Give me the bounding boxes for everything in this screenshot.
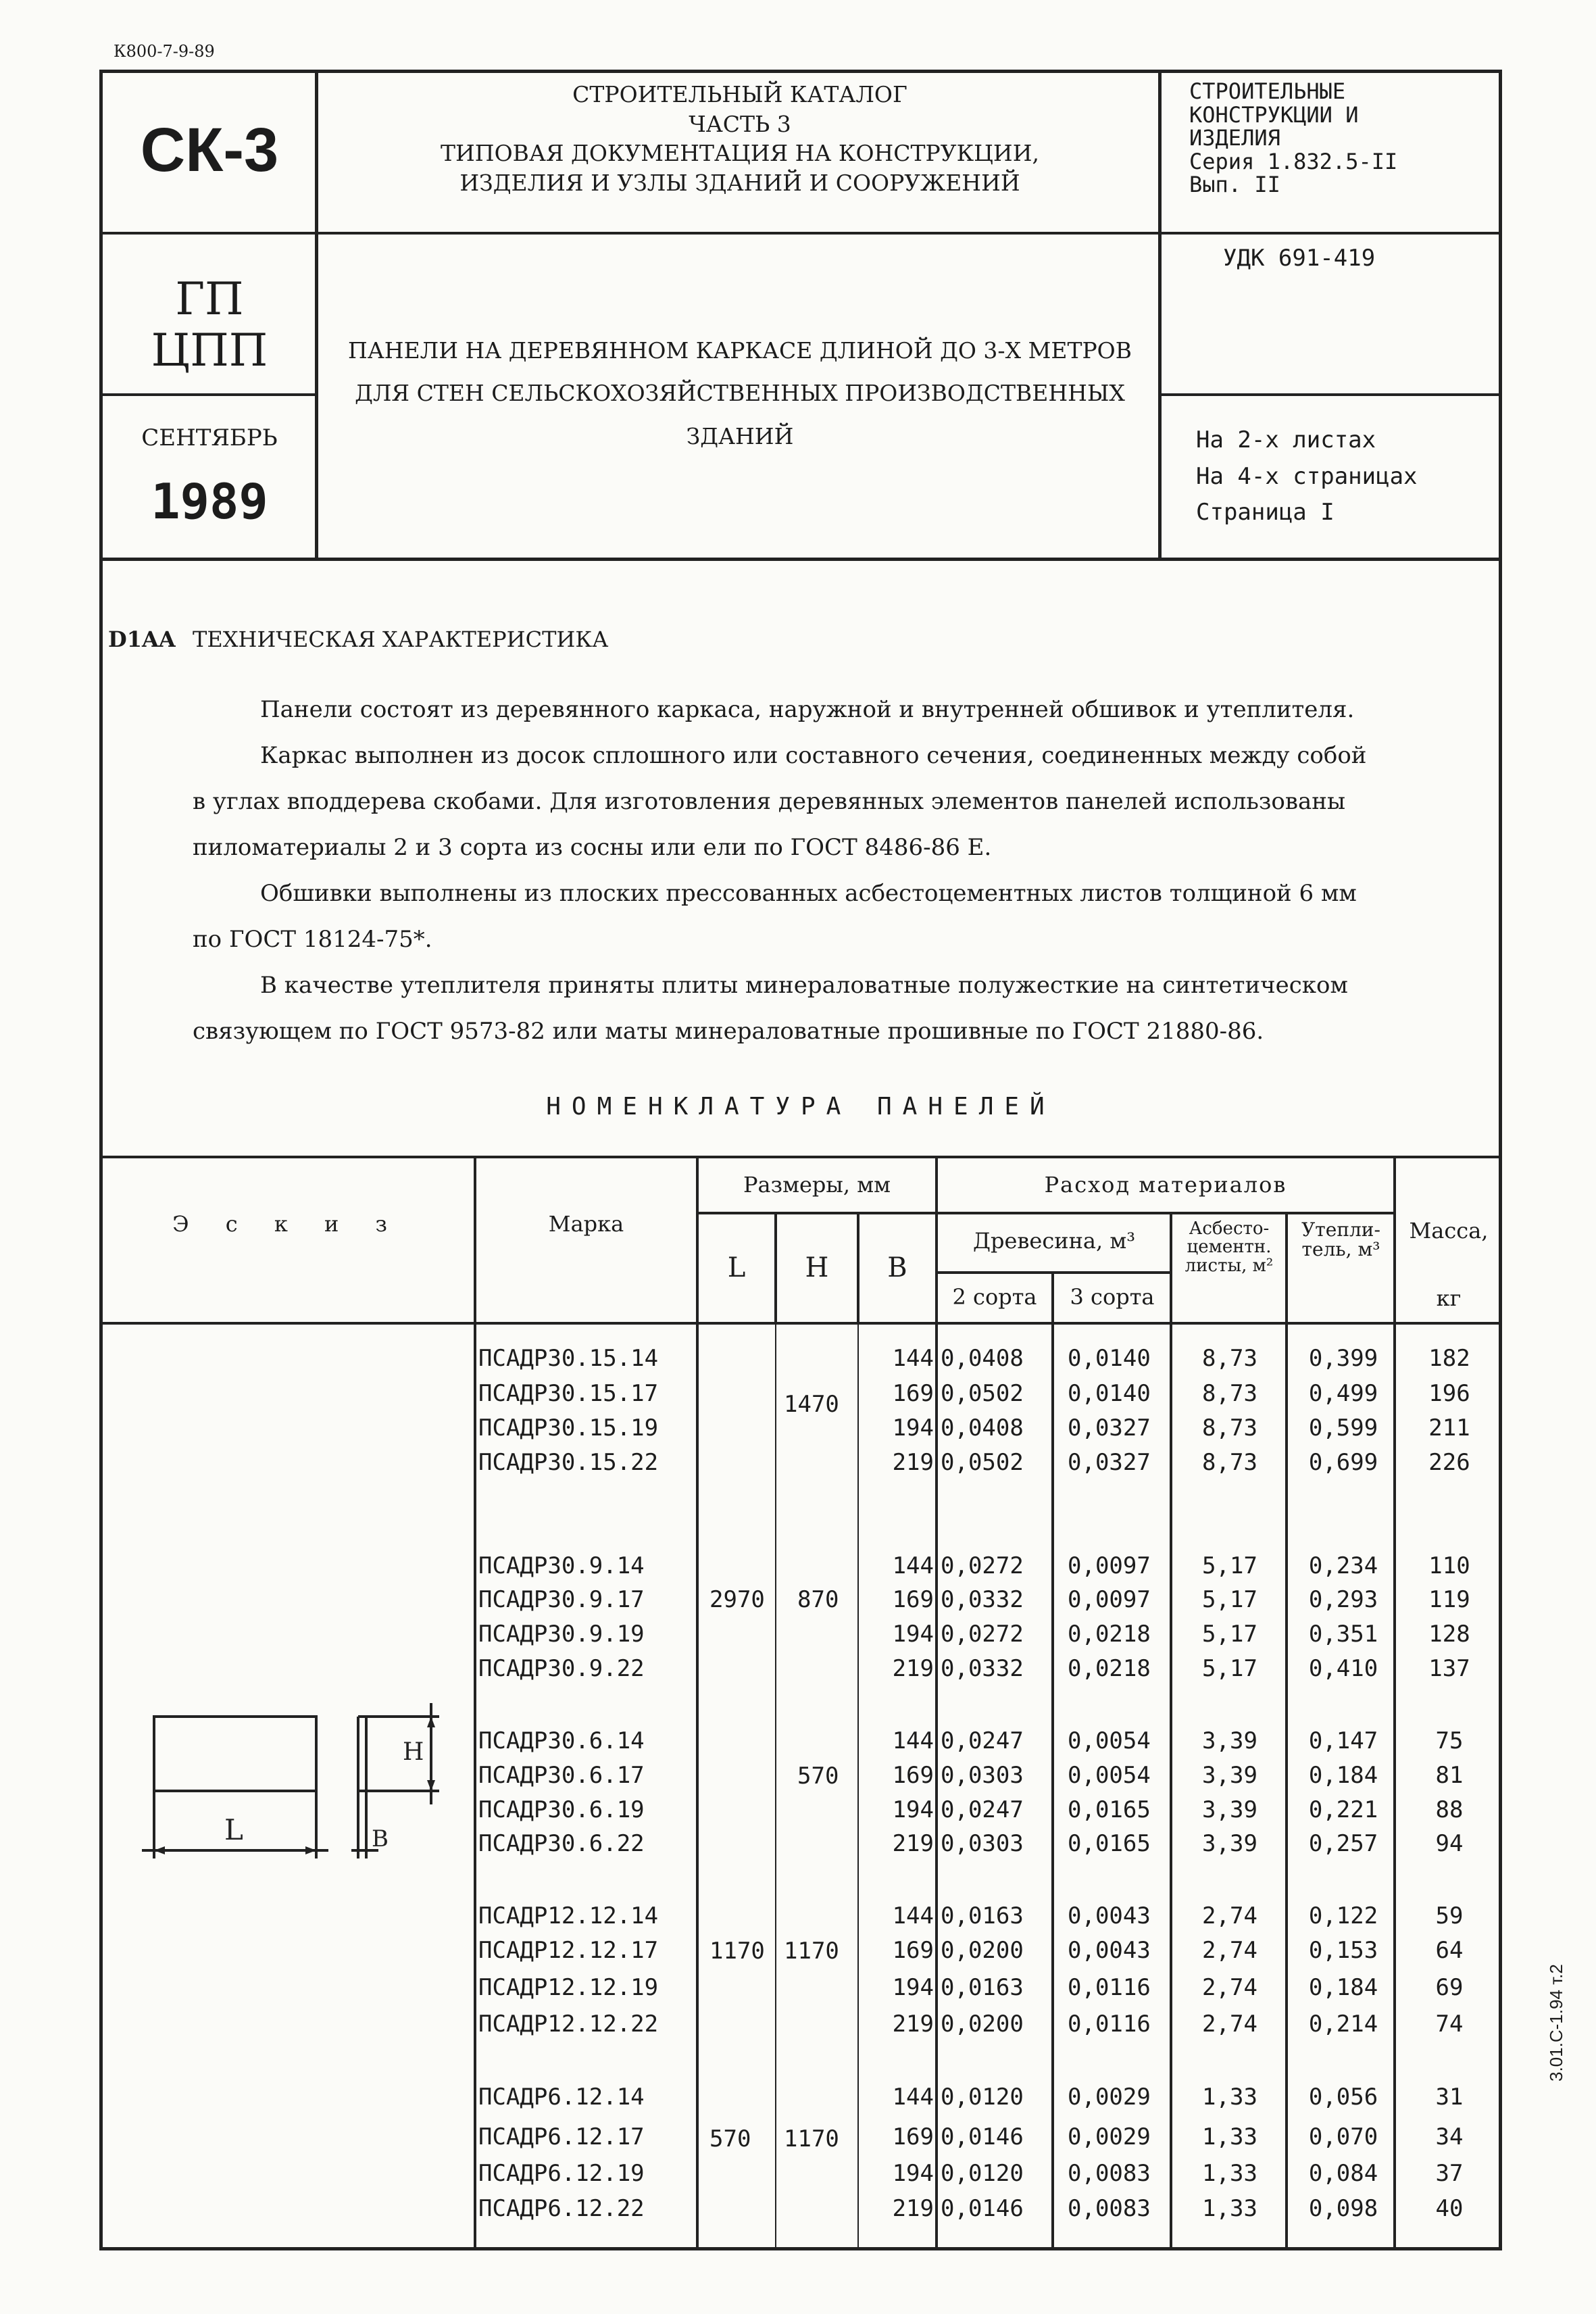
- table-cell: 194: [892, 1621, 934, 1648]
- table-cell: 128: [1428, 1621, 1470, 1648]
- table-cell: 2,74: [1202, 1937, 1257, 1964]
- table-cell: 0,293: [1308, 1586, 1378, 1613]
- table-cell: 0,0272: [941, 1621, 1024, 1648]
- panel-mark: ПСАДР30.15.14: [478, 1345, 659, 1372]
- table-cell: 0,084: [1308, 2160, 1378, 2187]
- table-cell: 144: [892, 1902, 934, 1929]
- header-width: B: [887, 1252, 907, 1283]
- header-mass: Масса,: [1409, 1218, 1489, 1244]
- header-insulation: Утепли-тель, м³: [1301, 1218, 1380, 1261]
- table-cell: 182: [1428, 1345, 1470, 1372]
- group-height: 570: [797, 1763, 839, 1790]
- table-cell: 137: [1428, 1655, 1470, 1682]
- panel-mark: ПСАДР12.12.14: [478, 1902, 659, 1929]
- table-cell: 0,0408: [941, 1345, 1024, 1372]
- panel-mark: ПСАДР12.12.22: [478, 2011, 659, 2038]
- table-cell: 5,17: [1202, 1552, 1257, 1579]
- table-cell: 2,74: [1202, 2011, 1257, 2038]
- panel-mark: ПСАДР30.9.19: [478, 1621, 645, 1648]
- table-cell: 0,056: [1308, 2084, 1378, 2111]
- table-cell: 226: [1428, 1449, 1470, 1476]
- series-line: Вып. II: [1189, 172, 1280, 198]
- table-cell: 0,410: [1308, 1655, 1378, 1682]
- table-cell: 0,0303: [941, 1830, 1024, 1857]
- series-line: ИЗДЕЛИЯ: [1189, 125, 1280, 151]
- table-cell: 0,070: [1308, 2123, 1378, 2150]
- table-cell: 194: [892, 1796, 934, 1823]
- table-cell: 0,0200: [941, 1937, 1024, 1964]
- table-cell: 0,147: [1308, 1727, 1378, 1754]
- table-cell: 3,39: [1202, 1830, 1257, 1857]
- header-mass-unit: кг: [1436, 1285, 1462, 1311]
- table-cell: 5,17: [1202, 1655, 1257, 1682]
- table-cell: 194: [892, 2160, 934, 2187]
- table-cell: 0,0054: [1068, 1762, 1151, 1789]
- catalog-logo-sk3: СК-3: [140, 116, 279, 184]
- group-height: 1170: [784, 1938, 839, 1965]
- series-line: СТРОИТЕЛЬНЫЕ: [1189, 78, 1346, 104]
- sheet-line: Страница I: [1196, 499, 1335, 526]
- table-cell: 94: [1435, 1830, 1464, 1857]
- table-cell: 0,234: [1308, 1552, 1378, 1579]
- paragraph: В качестве утеплителя приняты плиты минераловатные полужесткие на синтетическом связующем по ГОСТ 9573-82 или маты минераловатные прошивные по ГОСТ 21880-86.: [193, 972, 1348, 1045]
- header-mark: Марка: [548, 1211, 624, 1237]
- table-cell: 0,0247: [941, 1727, 1024, 1754]
- group-length: 1170: [709, 1938, 765, 1965]
- header-dimensions: Размеры, мм: [743, 1172, 891, 1198]
- table-cell: 0,0140: [1068, 1380, 1151, 1407]
- table-cell: 0,399: [1308, 1345, 1378, 1372]
- table-cell: 0,0097: [1068, 1586, 1151, 1613]
- table-cell: 59: [1435, 1902, 1464, 1929]
- table-cell: 144: [892, 1552, 934, 1579]
- table-cell: 169: [892, 1937, 934, 1964]
- panel-mark: ПСАДР12.12.19: [478, 1974, 659, 2001]
- org-line: ГП: [175, 273, 244, 325]
- table-cell: 0,0218: [1068, 1621, 1151, 1648]
- table-cell: 75: [1435, 1727, 1464, 1754]
- table-cell: 219: [892, 1655, 934, 1682]
- table-cell: 0,699: [1308, 1449, 1378, 1476]
- table-cell: 0,0043: [1068, 1902, 1151, 1929]
- table-cell: 0,0163: [941, 1902, 1024, 1929]
- table-cell: 8,73: [1202, 1380, 1257, 1407]
- header-grade-2: 2 сорта: [952, 1284, 1037, 1310]
- table-cell: 1,33: [1202, 2123, 1257, 2150]
- table-cell: 169: [892, 1380, 934, 1407]
- table-cell: 88: [1435, 1796, 1464, 1823]
- table-cell: 0,0029: [1068, 2123, 1151, 2150]
- section-title: ТЕХНИЧЕСКАЯ ХАРАКТЕРИСТИКА: [193, 626, 609, 652]
- table-cell: 0,0097: [1068, 1552, 1151, 1579]
- sketch-label-height: H: [403, 1738, 424, 1766]
- table-cell: 0,0247: [941, 1796, 1024, 1823]
- table-cell: 0,0120: [941, 2084, 1024, 2111]
- table-cell: 0,0083: [1068, 2160, 1151, 2187]
- table-cell: 8,73: [1202, 1449, 1257, 1476]
- panel-mark: ПСАДР30.15.17: [478, 1380, 659, 1407]
- table-cell: 144: [892, 1727, 934, 1754]
- table-cell: 0,184: [1308, 1762, 1378, 1789]
- panel-mark: ПСАДР6.12.14: [478, 2084, 645, 2111]
- table-cell: 8,73: [1202, 1414, 1257, 1442]
- table-cell: 37: [1435, 2160, 1464, 2187]
- sketch-label-width: B: [372, 1825, 389, 1852]
- header-wood: Древесина, м³: [972, 1228, 1136, 1254]
- group-length: 570: [709, 2125, 751, 2152]
- table-cell: 0,0043: [1068, 1937, 1151, 1964]
- panel-mark: ПСАДР30.6.14: [478, 1727, 645, 1754]
- table-cell: 31: [1435, 2084, 1464, 2111]
- table-cell: 0,122: [1308, 1902, 1378, 1929]
- table-cell: 0,0165: [1068, 1796, 1151, 1823]
- paragraph: Каркас выполнен из досок сплошного или составного сечения, соединенных между собой в углах вподдерева скобами. Для изготовления деревянных элементов панелей использованы пиломатериалы 2 и 3 сорта из сосны или ели по ГОСТ 8486-86 Е.: [193, 742, 1367, 861]
- table-cell: 196: [1428, 1380, 1470, 1407]
- table-cell: 0,0146: [941, 2195, 1024, 2222]
- table-cell: 3,39: [1202, 1762, 1257, 1789]
- panel-mark: ПСАДР30.15.19: [478, 1414, 659, 1442]
- table-cell: 144: [892, 2084, 934, 2111]
- catalog-line: ТИПОВАЯ ДОКУМЕНТАЦИЯ НА КОНСТРУКЦИИ,: [441, 140, 1039, 167]
- table-cell: 0,0120: [941, 2160, 1024, 2187]
- sheet-line: На 2-х листах: [1196, 426, 1376, 453]
- panel-mark: ПСАДР30.6.22: [478, 1830, 645, 1857]
- table-cell: 0,0054: [1068, 1727, 1151, 1754]
- table-cell: 1,33: [1202, 2160, 1257, 2187]
- table-cell: 169: [892, 2123, 934, 2150]
- table-cell: 0,0146: [941, 2123, 1024, 2150]
- group-height: 870: [797, 1586, 839, 1613]
- table-cell: 0,0502: [941, 1449, 1024, 1476]
- table-cell: 0,0272: [941, 1552, 1024, 1579]
- issue-month: СЕНТЯБРЬ: [141, 424, 278, 451]
- table-cell: 0,0083: [1068, 2195, 1151, 2222]
- table-cell: 0,0029: [1068, 2084, 1151, 2111]
- header-asbestos: Асбесто-цементн. листы, м²: [1184, 1218, 1274, 1276]
- table-cell: 0,499: [1308, 1380, 1378, 1407]
- table-cell: 1,33: [1202, 2084, 1257, 2111]
- header-height: H: [805, 1252, 829, 1283]
- catalog-line: СТРОИТЕЛЬНЫЙ КАТАЛОГ: [572, 81, 907, 107]
- catalog-line: ЧАСТЬ 3: [689, 110, 791, 137]
- title-line: ДЛЯ СТЕН СЕЛЬСКОХОЗЯЙСТВЕННЫХ ПРОИЗВОДСТВЕННЫХ: [355, 380, 1125, 407]
- udk-code: УДК 691-419: [1223, 245, 1376, 272]
- table-cell: 3,39: [1202, 1796, 1257, 1823]
- panel-mark: ПСАДР30.9.22: [478, 1655, 645, 1682]
- org-line: ЦПП: [151, 324, 268, 376]
- table-cell: 169: [892, 1762, 934, 1789]
- table-cell: 5,17: [1202, 1586, 1257, 1613]
- document-code: К800-7-9-89: [114, 42, 215, 61]
- table-cell: 0,0332: [941, 1586, 1024, 1613]
- table-cell: 1,33: [1202, 2195, 1257, 2222]
- table-cell: 0,0327: [1068, 1414, 1151, 1442]
- group-length: 2970: [709, 1586, 765, 1613]
- panel-mark: ПСАДР30.6.19: [478, 1796, 645, 1823]
- group-height: 1470: [784, 1391, 839, 1418]
- table-cell: 0,0218: [1068, 1655, 1151, 1682]
- table-cell: 40: [1435, 2195, 1464, 2222]
- table-cell: 0,0165: [1068, 1830, 1151, 1857]
- table-cell: 169: [892, 1586, 934, 1613]
- table-cell: 0,0116: [1068, 2011, 1151, 2038]
- table-cell: 74: [1435, 2011, 1464, 2038]
- table-cell: 0,0116: [1068, 1974, 1151, 2001]
- series-line: КОНСТРУКЦИИ И: [1189, 101, 1359, 128]
- table-cell: 194: [892, 1414, 934, 1442]
- table-cell: 0,0200: [941, 2011, 1024, 2038]
- panel-mark: ПСАДР12.12.17: [478, 1937, 659, 1964]
- table-cell: 211: [1428, 1414, 1470, 1442]
- title-line: ЗДАНИЙ: [686, 422, 794, 449]
- side-stamp: 3.01.С-1.94 т.2: [1546, 1964, 1566, 2082]
- panel-mark: ПСАДР30.9.17: [478, 1586, 645, 1613]
- header-materials: Расход материалов: [1044, 1172, 1287, 1198]
- panel-mark: ПСАДР6.12.22: [478, 2195, 645, 2222]
- header-length: L: [727, 1252, 746, 1283]
- sketch-label-length: L: [224, 1813, 243, 1846]
- panel-mark: ПСАДР30.15.22: [478, 1449, 659, 1476]
- series-line: Серия 1.832.5-II: [1189, 148, 1398, 174]
- header-sketch: Э с к и з: [172, 1211, 402, 1237]
- table-cell: 5,17: [1202, 1621, 1257, 1648]
- panel-mark: ПСАДР30.9.14: [478, 1552, 645, 1579]
- table-cell: 0,098: [1308, 2195, 1378, 2222]
- table-cell: 81: [1435, 1762, 1464, 1789]
- table-cell: 2,74: [1202, 1902, 1257, 1929]
- table-cell: 0,257: [1308, 1830, 1378, 1857]
- table-cell: 219: [892, 1830, 934, 1857]
- catalog-line: ИЗДЕЛИЯ И УЗЛЫ ЗДАНИЙ И СООРУЖЕНИЙ: [459, 169, 1020, 196]
- table-cell: 0,599: [1308, 1414, 1378, 1442]
- table-cell: 0,0332: [941, 1655, 1024, 1682]
- table-cell: 110: [1428, 1552, 1470, 1579]
- table-cell: 194: [892, 1974, 934, 2001]
- nomenclature-title: НОМЕНКЛАТУРА ПАНЕЛЕЙ: [546, 1093, 1055, 1121]
- table-cell: 119: [1428, 1586, 1470, 1613]
- issue-year: 1989: [151, 473, 268, 530]
- paragraph: Панели состоят из деревянного каркаса, наружной и внутренней обшивок и утеплителя.: [260, 696, 1355, 723]
- group-height: 1170: [784, 2125, 839, 2152]
- table-cell: 3,39: [1202, 1727, 1257, 1754]
- panel-sketch: [135, 1690, 459, 1872]
- table-cell: 34: [1435, 2123, 1464, 2150]
- table-cell: 219: [892, 2011, 934, 2038]
- sheet-line: На 4-х страницах: [1196, 462, 1418, 490]
- table-cell: 0,0163: [941, 1974, 1024, 2001]
- table-cell: 0,221: [1308, 1796, 1378, 1823]
- table-cell: 144: [892, 1345, 934, 1372]
- table-cell: 0,0140: [1068, 1345, 1151, 1372]
- table-cell: 0,351: [1308, 1621, 1378, 1648]
- panel-mark: ПСАДР30.6.17: [478, 1762, 645, 1789]
- table-cell: 0,214: [1308, 2011, 1378, 2038]
- paragraph: Обшивки выполнены из плоских прессованных асбестоцементных листов толщиной 6 мм по ГОСТ 18124-75*.: [193, 880, 1357, 953]
- header-grade-3: 3 сорта: [1070, 1284, 1155, 1310]
- table-cell: 0,153: [1308, 1937, 1378, 1964]
- table-cell: 69: [1435, 1974, 1464, 2001]
- table-cell: 0,0303: [941, 1762, 1024, 1789]
- table-cell: 0,184: [1308, 1974, 1378, 2001]
- panel-mark: ПСАДР6.12.19: [478, 2160, 645, 2187]
- table-cell: 64: [1435, 1937, 1464, 1964]
- table-cell: 0,0408: [941, 1414, 1024, 1442]
- table-cell: 2,74: [1202, 1974, 1257, 2001]
- table-cell: 219: [892, 1449, 934, 1476]
- table-cell: 0,0502: [941, 1380, 1024, 1407]
- table-cell: 219: [892, 2195, 934, 2222]
- section-code: D1AA: [108, 626, 176, 652]
- table-cell: 0,0327: [1068, 1449, 1151, 1476]
- title-line: ПАНЕЛИ НА ДЕРЕВЯННОМ КАРКАСЕ ДЛИНОЙ ДО 3-Х МЕТРОВ: [348, 337, 1132, 364]
- table-cell: 8,73: [1202, 1345, 1257, 1372]
- panel-mark: ПСАДР6.12.17: [478, 2123, 645, 2150]
